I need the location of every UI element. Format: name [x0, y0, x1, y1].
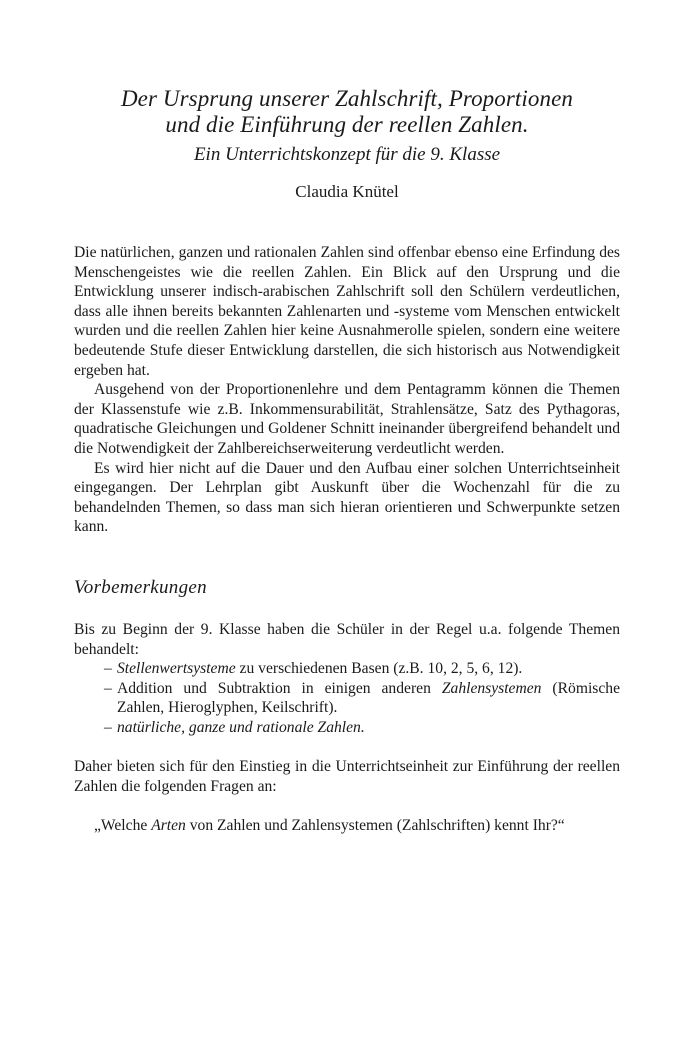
intro-paragraph-1: Die natürlichen, ganzen und rationalen Zahlen sind offenbar ebenso eine Erfindung des Menschengeistes wie die reellen Zahlen. Ein Blick auf den Ursprung und die Entwicklung unserer indisch-arabischen Zahlschrift soll den Schülern verdeutlichen, dass alle ihnen bereits bekannten Zahlenarten und -systeme vom Menschen entwickelt wurden und die reellen Zahlen hier keine Ausnahmerolle spielen, sondern eine weitere bedeutende Stufe dieser Entwicklung darstellen, die sich historisch aus Notwendigkeit ergeben hat. — [74, 244, 620, 379]
section-lead-paragraph: Bis zu Beginn der 9. Klasse haben die Schüler in der Regel u.a. folgende Themen behandelt: — [74, 620, 620, 658]
list-item-text: Addition und Subtraktion in einigen anderen — [117, 679, 442, 697]
list-item — [104, 659, 620, 679]
list-item-emphasis: natürliche, ganze und rationale Zahlen. — [117, 718, 365, 736]
intro-paragraph-2: Ausgehend von der Proportionenlehre und dem Pentagramm können die Themen der Klassenstufe wie z.B. Inkommensurabilität, Strahlensätze, Satz des Pythagoras, quadratische Gleichungen und Goldener Schnitt ineinander übergreifend behandelt und die Notwendigkeit der Zahlbereichserweiterung verdeutlicht werden. — [74, 381, 620, 457]
quote-emphasis: Arten — [151, 816, 186, 834]
list-item — [104, 679, 620, 718]
quote-text: „Welche — [94, 816, 152, 834]
transition-paragraph: Daher bieten sich für den Einstieg in die Unterrichtseinheit zur Einführung der reellen Zahlen die folgenden Fragen an: — [74, 758, 620, 796]
document-page — [74, 0, 620, 835]
question-quote — [94, 816, 594, 836]
intro-paragraph-3: Es wird hier nicht auf die Dauer und den Aufbau einer solchen Unterrichtseinheit eingegangen. Der Lehrplan gibt Auskunft über die Wochenzahl für die zu behandelnden Themen, so dass man sich hieran orientieren und Schwerpunkte setzen kann. — [74, 459, 620, 536]
section-heading: Vorbemerkungen — [74, 576, 207, 598]
list-item — [104, 718, 620, 738]
dash-marker: – — [104, 660, 112, 678]
list-item-emphasis: Zahlensystemen — [441, 679, 542, 697]
list-item-text: (Römische Zahlen, Hieroglyphen, Keilschrift). — [117, 679, 620, 717]
document-title — [74, 86, 620, 138]
document-subtitle: Ein Unterrichtskonzept für die 9. Klasse — [193, 144, 501, 165]
dash-marker: – — [104, 679, 112, 697]
dash-marker: – — [104, 718, 112, 736]
title-line-1: Der Ursprung unserer Zahlschrift, Proportionen — [120, 86, 574, 111]
list-item-emphasis: Stellenwertsysteme — [117, 660, 236, 678]
topic-list — [74, 659, 620, 737]
author-name: Claudia Knütel — [295, 182, 399, 201]
title-line-2: und die Einführung der reellen Zahlen. — [165, 112, 529, 137]
list-item-text: zu verschiedenen Basen (z.B. 10, 2, 5, 6, 12). — [235, 660, 523, 678]
quote-text: von Zahlen und Zahlensystemen (Zahlschriften) kennt Ihr?“ — [185, 816, 565, 834]
